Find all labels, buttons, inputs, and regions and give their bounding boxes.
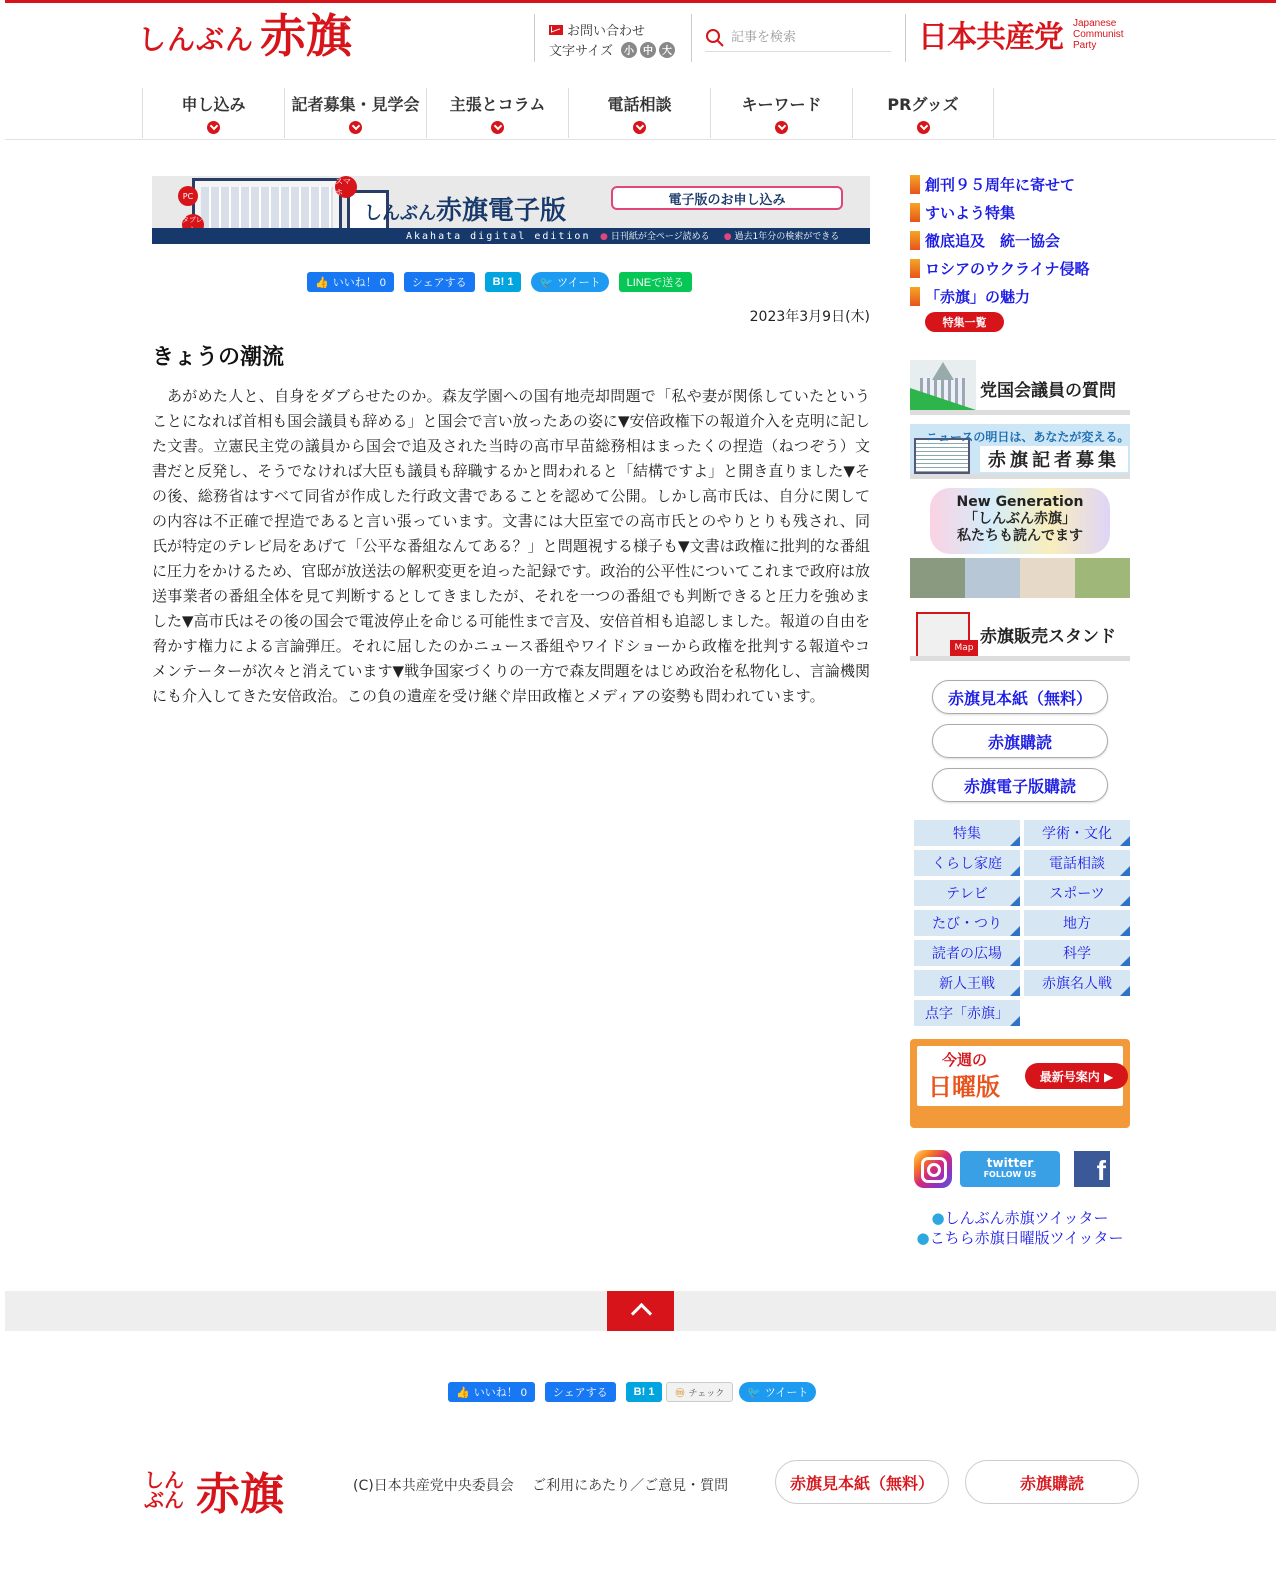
nav-label: 申し込み <box>181 95 246 114</box>
banner-note: ● 日刊紙が全ページ読める <box>600 229 710 242</box>
hatena-bookmark-button[interactable]: B! 1 <box>626 1382 663 1402</box>
orange-bar-icon <box>910 231 920 250</box>
font-size-label: 文字サイズ <box>549 44 613 59</box>
line-share-button[interactable]: LINEで送る <box>619 272 692 292</box>
category-link[interactable]: テレビ <box>914 880 1020 906</box>
sunday-twitter-link[interactable]: ● こちら赤旗日曜版ツイッター <box>916 1229 1123 1247</box>
chevron-down-icon <box>917 121 930 134</box>
twitter-links <box>910 1208 1130 1248</box>
chevron-down-icon <box>775 121 788 134</box>
latest-issue-button[interactable]: 最新号案内 ▶ <box>1025 1063 1128 1089</box>
category-grid <box>914 820 1130 1026</box>
category-link[interactable]: 科学 <box>1024 940 1130 966</box>
badge-tablet: タブレ <box>182 214 204 236</box>
header-divider <box>905 14 906 62</box>
footer-logo-small: しんぶん <box>144 1468 184 1512</box>
digital-subscribe-button[interactable]: 赤旗電子版購読 <box>932 768 1108 802</box>
sales-stand-banner[interactable] <box>910 606 1130 661</box>
nav-item-recruit[interactable] <box>284 88 426 138</box>
tweet-button[interactable]: 🐦 ツイート <box>739 1382 816 1402</box>
orange-bar-icon <box>910 203 920 222</box>
category-link[interactable]: スポーツ <box>1024 880 1130 906</box>
thumbs-up-icon: 👍 <box>315 276 329 289</box>
nav-label: 主張とコラム <box>449 95 546 114</box>
jcp-logo-jp: 日本共産党 <box>918 20 1063 55</box>
banner-note: ● 過去1年分の検索ができる <box>724 229 840 242</box>
feature-item[interactable]: すいよう特集 <box>910 198 1130 226</box>
category-link[interactable]: 地方 <box>1024 910 1130 936</box>
tweet-button[interactable]: 🐦 ツイート <box>531 272 608 292</box>
new-generation-banner[interactable] <box>910 488 1130 598</box>
facebook-share-button[interactable]: シェアする <box>545 1382 616 1402</box>
search-icon[interactable] <box>705 28 725 48</box>
nav-label: PRグッズ <box>887 95 959 114</box>
facebook-like-button[interactable]: 👍 いいね！ 0 <box>448 1382 535 1402</box>
new-generation-text: New Generation 「しんぶん赤旗」 私たちも読んでます <box>956 494 1084 544</box>
category-link[interactable]: 特集 <box>914 820 1020 846</box>
diet-questions-label: 党国会議員の質問 <box>980 381 1116 401</box>
akahata-twitter-link[interactable]: ● しんぶん赤旗ツイッター <box>931 1209 1108 1227</box>
banner-notes <box>600 229 839 242</box>
page-top-button[interactable] <box>607 1291 674 1331</box>
logo-big-text: 赤旗 <box>260 9 353 63</box>
top-accent-line <box>5 0 1276 3</box>
hatena-bookmark-button[interactable]: B! 1 <box>485 272 522 292</box>
feature-item[interactable]: 創刊９５周年に寄せて <box>910 170 1130 198</box>
mail-icon <box>549 25 563 35</box>
nav-label: キーワード <box>741 95 822 114</box>
facebook-share-button[interactable]: シェアする <box>404 272 475 292</box>
search-input[interactable] <box>731 30 881 45</box>
thumbs-up-icon: 👍 <box>456 1386 470 1399</box>
category-link[interactable]: 電話相談 <box>1024 850 1130 876</box>
nav-label: 電話相談 <box>607 95 672 114</box>
digital-edition-banner[interactable] <box>152 176 870 244</box>
footer-logo-big: 赤旗 <box>196 1469 284 1520</box>
banner-subtitle: Akahata digital edition <box>406 231 591 242</box>
sample-paper-button[interactable]: 赤旗見本紙（無料） <box>932 680 1108 714</box>
share-buttons-top <box>307 272 702 292</box>
instagram-icon[interactable] <box>914 1150 952 1188</box>
twitter-badge-label: twitter <box>986 1156 1034 1170</box>
nav-item-phone[interactable] <box>568 88 710 138</box>
chevron-down-icon <box>633 121 646 134</box>
search-box <box>705 24 891 52</box>
subscribe-button[interactable]: 赤旗購読 <box>932 724 1108 758</box>
font-size-large-button[interactable]: 大 <box>659 42 675 58</box>
chevron-down-icon <box>491 121 504 134</box>
footer-sample-paper-button[interactable]: 赤旗見本紙（無料） <box>775 1460 949 1504</box>
category-link[interactable]: くらし家庭 <box>914 850 1020 876</box>
nav-divider <box>5 139 1276 140</box>
diet-questions-banner[interactable] <box>910 360 1130 415</box>
footer-subscribe-button[interactable]: 赤旗購読 <box>965 1460 1139 1504</box>
banner-title: しんぶん赤旗電子版 <box>364 196 567 226</box>
category-link[interactable]: たび・つり <box>914 910 1020 936</box>
mixi-icon: ⓜ <box>675 1387 685 1398</box>
twitter-follow-button[interactable] <box>960 1151 1060 1187</box>
nav-item-goods[interactable] <box>852 88 994 138</box>
jcp-logo[interactable] <box>918 12 1124 56</box>
recruit-banner[interactable] <box>910 424 1130 479</box>
category-link[interactable]: 赤旗名人戦 <box>1024 970 1130 996</box>
chevron-down-icon <box>349 121 362 134</box>
main-nav <box>142 88 994 138</box>
category-link[interactable]: 新人王戦 <box>914 970 1020 996</box>
orange-bar-icon <box>910 259 920 278</box>
sunday-edition-line1: 今週の <box>942 1051 988 1069</box>
font-size-control <box>549 40 678 59</box>
contact-link[interactable] <box>549 20 645 39</box>
nav-label: 記者募集・見学会 <box>291 95 420 114</box>
twitter-bird-icon: 🐦 <box>539 276 554 289</box>
feature-list <box>910 170 1130 310</box>
recruit-tagline: ニュースの明日は、あなたが変える。 <box>926 430 1130 444</box>
feature-item[interactable]: ロシアのウクライナ侵略 <box>910 254 1130 282</box>
footer-copyright: (C)日本共産党中央委員会 ご利用にあたり／ご意見・質問 <box>353 1478 729 1494</box>
font-size-small-button[interactable]: 小 <box>621 42 637 58</box>
facebook-icon[interactable]: f <box>1074 1151 1110 1187</box>
logo-small-text: しんぶん <box>138 23 255 56</box>
nav-item-apply[interactable] <box>142 88 284 138</box>
share-buttons-bottom <box>448 1382 826 1402</box>
nav-item-columns[interactable] <box>426 88 568 138</box>
jcp-logo-en: Japanese Communist Party <box>1073 17 1124 51</box>
contact-label: お問い合わせ <box>567 24 646 39</box>
header-divider <box>534 14 535 62</box>
category-link[interactable]: 読者の広場 <box>914 940 1020 966</box>
chevron-down-icon <box>207 121 220 134</box>
orange-bar-icon <box>910 287 920 306</box>
sales-stand-label: 赤旗販売スタンド <box>980 627 1116 647</box>
header-divider <box>691 14 692 62</box>
facebook-like-button[interactable]: 👍 いいね！ 0 <box>307 272 394 292</box>
twitter-badge-sub: FOLLOW US <box>983 1170 1037 1179</box>
category-link[interactable]: 学術・文化 <box>1024 820 1130 846</box>
orange-bar-icon <box>910 175 920 194</box>
category-link[interactable]: 点字「赤旗」 <box>914 1000 1020 1026</box>
green-accent <box>910 388 976 410</box>
features-all-button[interactable]: 特集一覧 <box>925 312 1004 332</box>
reader-photos <box>910 558 1130 598</box>
map-badge: Map <box>950 640 978 656</box>
article-body: あがめた人と、自身をダブらせたのか。森友学園への国有地売却問題で「私や妻が関係していたということになれば首相も国会議員も辞める」と国会で言い放ったあの姿に▼安倍政権下の報道介入を克明に記した文書。立憲民主党の議員から国会で追及された当時の高市早苗総務相はまったくの捏造（ねつぞう）文書だと反発し、そうでなければ大臣も議員も辞職するかと問われると「結構ですよ」と開き直りました▼その後、総務省はすべて同省が作成した行政文書であることを認めて公開。しかし高市氏は、自分に関しての内容は不正確で捏造であると言い張っています。文書には大臣室での高市氏とのやりとりも残され、同氏が特定のテレビ局をあげて「公平な番組なんてある？」と問題視する様子も▼文書は政権に批判的な番組に圧力をかけるため、官邸が放送法の解釈変更を迫った記録です。政治的公平性についてこれまで政府は放送事業者の番組全体を見て判断するとしてきましたが、それを一つの番組でも判断できると圧力を強めました▼高市氏はその後の国会で電波停止を命じる可能性まで言及、安倍首相も追認しました。報道の自由を脅かす権力による言論弾圧。それに屈したのかニュース番組やワイドショーから政権を批判する報道やコメンテーターが次々と消えています▼戦争国家づくりの一方で森友問題をはじめ政治を私物化し、言論機関にも介入してきた安倍政治。この負の遺産を受け継ぐ岸田政権とメディアの姿勢も問われています。 <box>152 387 870 705</box>
site-logo[interactable] <box>138 10 352 62</box>
banner-apply-button[interactable]: 電子版のお申し込み <box>611 186 843 210</box>
footer-logo[interactable] <box>144 1458 284 1522</box>
sunday-edition-banner[interactable] <box>910 1039 1130 1128</box>
font-size-medium-button[interactable]: 中 <box>640 42 656 58</box>
badge-pc: PC <box>178 186 198 206</box>
article-date: 2023年3月9日(木) <box>749 309 870 325</box>
feature-item[interactable]: 「赤旗」の魅力 <box>910 282 1130 310</box>
badge-phone: スマホ <box>335 176 357 198</box>
mixi-check-button[interactable]: ⓜ チェック <box>666 1382 733 1402</box>
nav-item-keyword[interactable] <box>710 88 852 138</box>
sns-links <box>914 1150 1110 1188</box>
feature-item[interactable]: 徹底追及 統一協会 <box>910 226 1130 254</box>
recruit-label: 赤旗記者募集 <box>980 446 1128 472</box>
sunday-edition-line2: 日曜版 <box>928 1073 1000 1101</box>
article-title: きょうの潮流 <box>152 345 285 370</box>
twitter-bird-icon: 🐦 <box>747 1386 761 1399</box>
